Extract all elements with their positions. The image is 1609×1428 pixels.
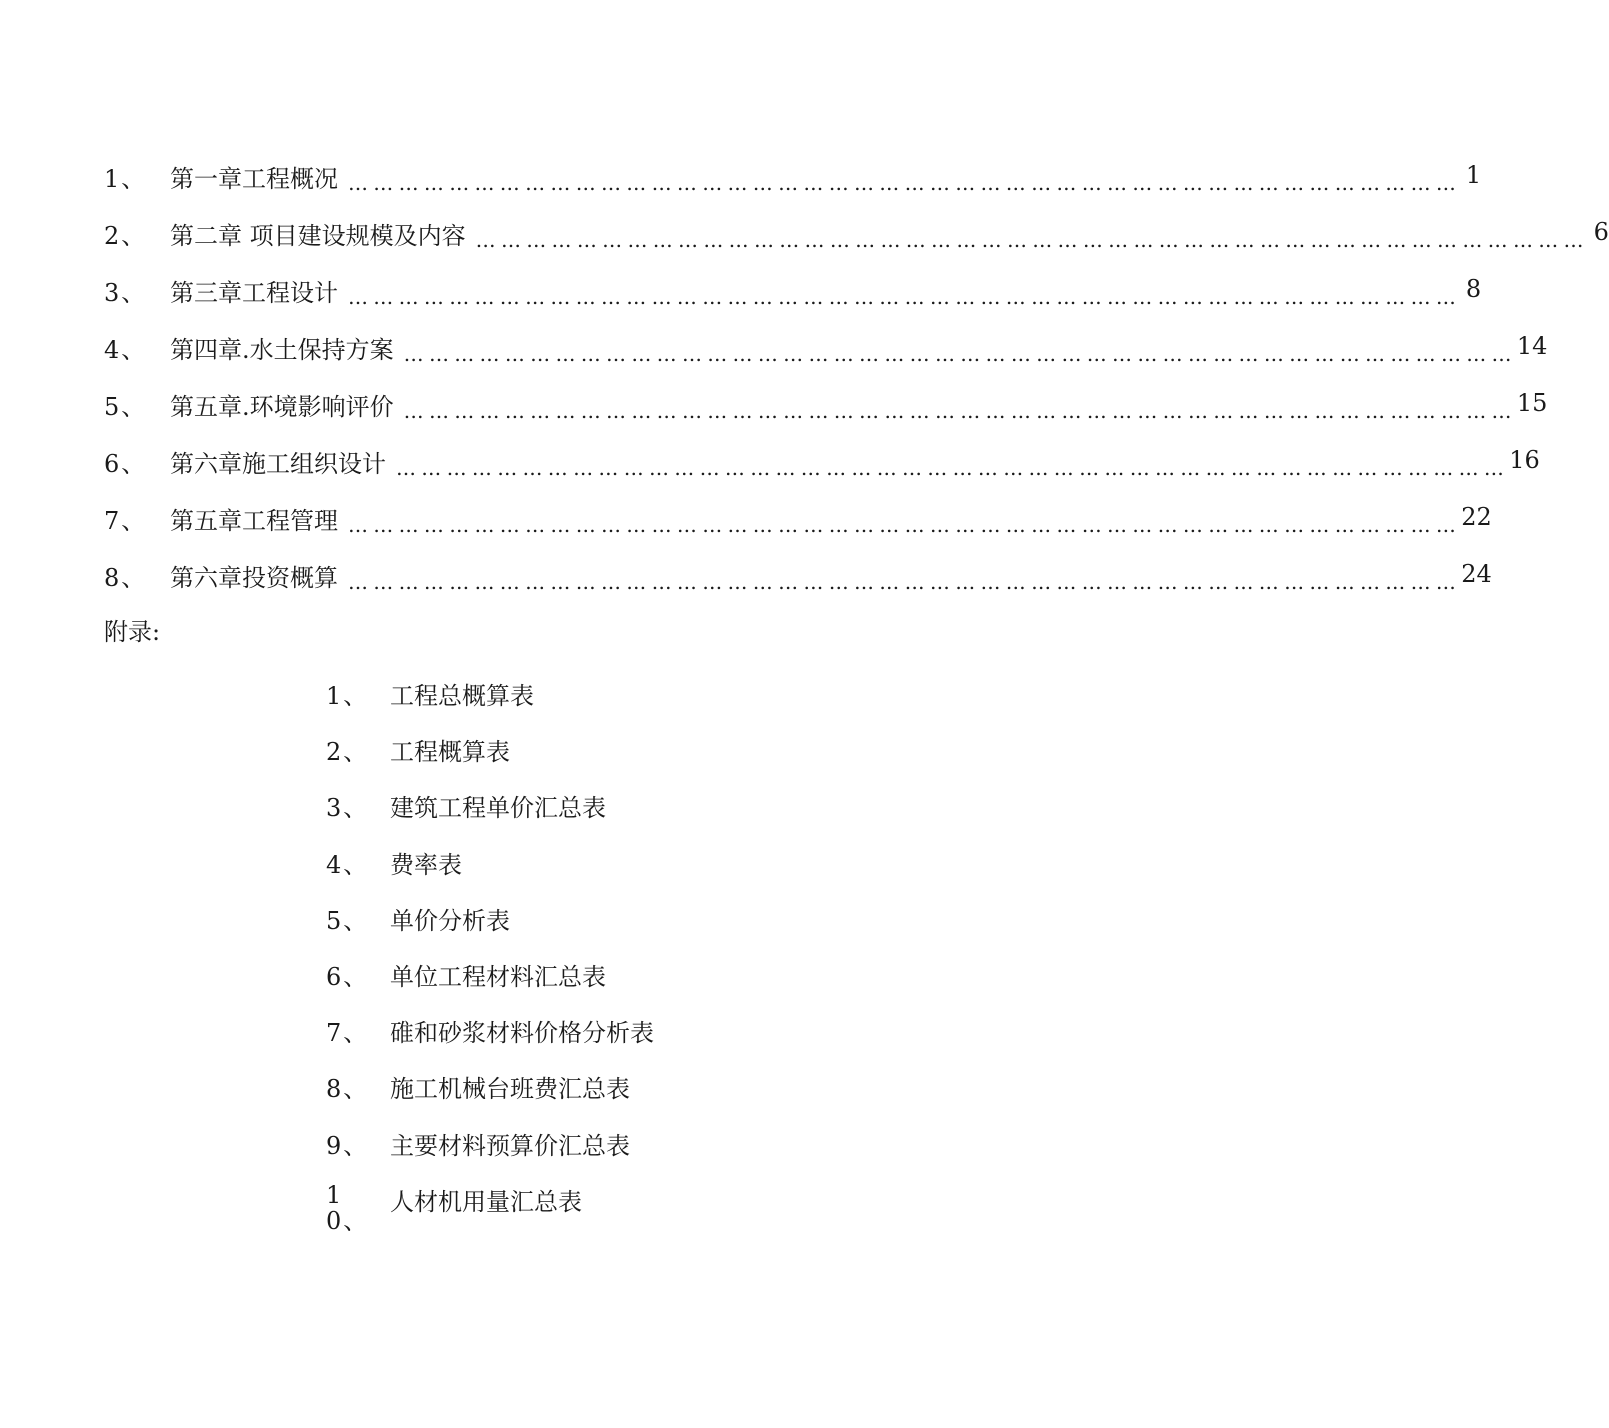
toc-dot-leader: …………………………………………………………………………………………………………………… <box>396 455 1510 480</box>
appendix-item <box>326 1005 846 1061</box>
toc-entry-number: 1、 <box>104 164 148 193</box>
toc-entry <box>104 264 1482 321</box>
toc-entry-title: 第三章工程设计 <box>170 278 338 307</box>
toc-entry-number: 6、 <box>104 449 148 478</box>
appendix-item <box>326 1174 846 1235</box>
toc-entry-title: 第六章施工组织设计 <box>170 449 386 478</box>
toc-entry <box>104 378 1548 435</box>
toc-entry-page: 6 <box>1593 217 1609 246</box>
appendix-item-number: 9、 <box>326 1131 370 1160</box>
toc-entry <box>104 492 1492 549</box>
toc-entry <box>104 549 1492 606</box>
appendix-item-number: 2、 <box>326 738 370 767</box>
appendix-item-number: 7、 <box>326 1019 370 1048</box>
appendix-item <box>326 1118 846 1174</box>
appendix-item-title: 主要材料预算价汇总表 <box>390 1131 630 1160</box>
appendix-item <box>326 668 846 724</box>
appendix-item-title: 人材机用量汇总表 <box>390 1187 582 1216</box>
toc-entry-number: 7、 <box>104 506 148 535</box>
toc-dot-leader: …………………………………………………………………………………………………………………… <box>348 170 1462 195</box>
appendix-item <box>326 837 846 893</box>
appendix-item-title: 费率表 <box>390 850 462 879</box>
toc-entry-title: 第六章投资概算 <box>170 563 338 592</box>
toc-entry-page: 22 <box>1461 502 1492 531</box>
toc-entry-number: 3、 <box>104 278 148 307</box>
toc-dot-leader: …………………………………………………………………………………………………………………… <box>475 227 1589 252</box>
toc-entry-page: 16 <box>1509 445 1540 474</box>
appendix-item-title: 碓和砂浆材料价格分析表 <box>390 1019 654 1048</box>
appendix-item-title: 施工机械台班费汇总表 <box>390 1075 630 1104</box>
toc-entry <box>104 435 1540 492</box>
toc-entry-number: 2、 <box>104 221 148 250</box>
toc-dot-leader: …………………………………………………………………………………………………………………… <box>348 284 1462 309</box>
toc-entry <box>104 150 1482 207</box>
appendix-item-title: 工程总概算表 <box>390 682 534 711</box>
toc-entry-page: 1 <box>1465 160 1482 189</box>
toc-dot-leader: …………………………………………………………………………………………………………………… <box>348 512 1462 537</box>
appendix-heading: 附录: <box>104 618 161 646</box>
toc-entry-page: 15 <box>1516 388 1548 417</box>
appendix-item <box>326 1061 846 1117</box>
appendix-item-title: 工程概算表 <box>390 738 510 767</box>
appendix-item-title: 单价分析表 <box>390 906 510 935</box>
toc-dot-leader: …………………………………………………………………………………………………………………… <box>403 398 1517 423</box>
toc-dot-leader: …………………………………………………………………………………………………………………… <box>403 341 1517 366</box>
appendix-item-number: 1、 <box>326 682 370 711</box>
appendix-item <box>326 893 846 949</box>
toc-entry-page: 24 <box>1461 559 1492 588</box>
toc-entry-title: 第五章.环境影响评价 <box>170 392 394 421</box>
appendix-item <box>326 949 846 1005</box>
appendix-item <box>326 724 846 780</box>
toc-dot-leader: …………………………………………………………………………………………………………………… <box>348 569 1462 594</box>
toc-entry-number: 8、 <box>104 563 148 592</box>
toc-entry-number: 5、 <box>104 392 148 421</box>
toc-entry-title: 第四章.水土保持方案 <box>170 335 394 364</box>
appendix-item-title: 单位工程材料汇总表 <box>390 963 606 992</box>
appendix-item <box>326 780 846 836</box>
toc-entry-title: 第二章 项目建设规模及内容 <box>170 221 466 250</box>
appendix-list <box>326 668 846 1235</box>
appendix-item-number: 6、 <box>326 963 370 992</box>
appendix-item-title: 建筑工程单价汇总表 <box>390 794 606 823</box>
toc-entry-title: 第五章工程管理 <box>170 506 338 535</box>
toc-entry-page: 14 <box>1516 331 1548 360</box>
toc-entry <box>104 207 1609 264</box>
appendix-item-number: 10、 <box>326 1180 370 1235</box>
toc-entry-number: 4、 <box>104 335 148 364</box>
toc-entry-page: 8 <box>1465 274 1482 303</box>
appendix-item-number: 3、 <box>326 794 370 823</box>
toc-entry-title: 第一章工程概况 <box>170 164 338 193</box>
appendix-item-number: 5、 <box>326 906 370 935</box>
toc-entry <box>104 321 1548 378</box>
appendix-item-number: 8、 <box>326 1075 370 1104</box>
table-of-contents <box>104 150 1609 606</box>
appendix-item-number: 4、 <box>326 850 370 879</box>
